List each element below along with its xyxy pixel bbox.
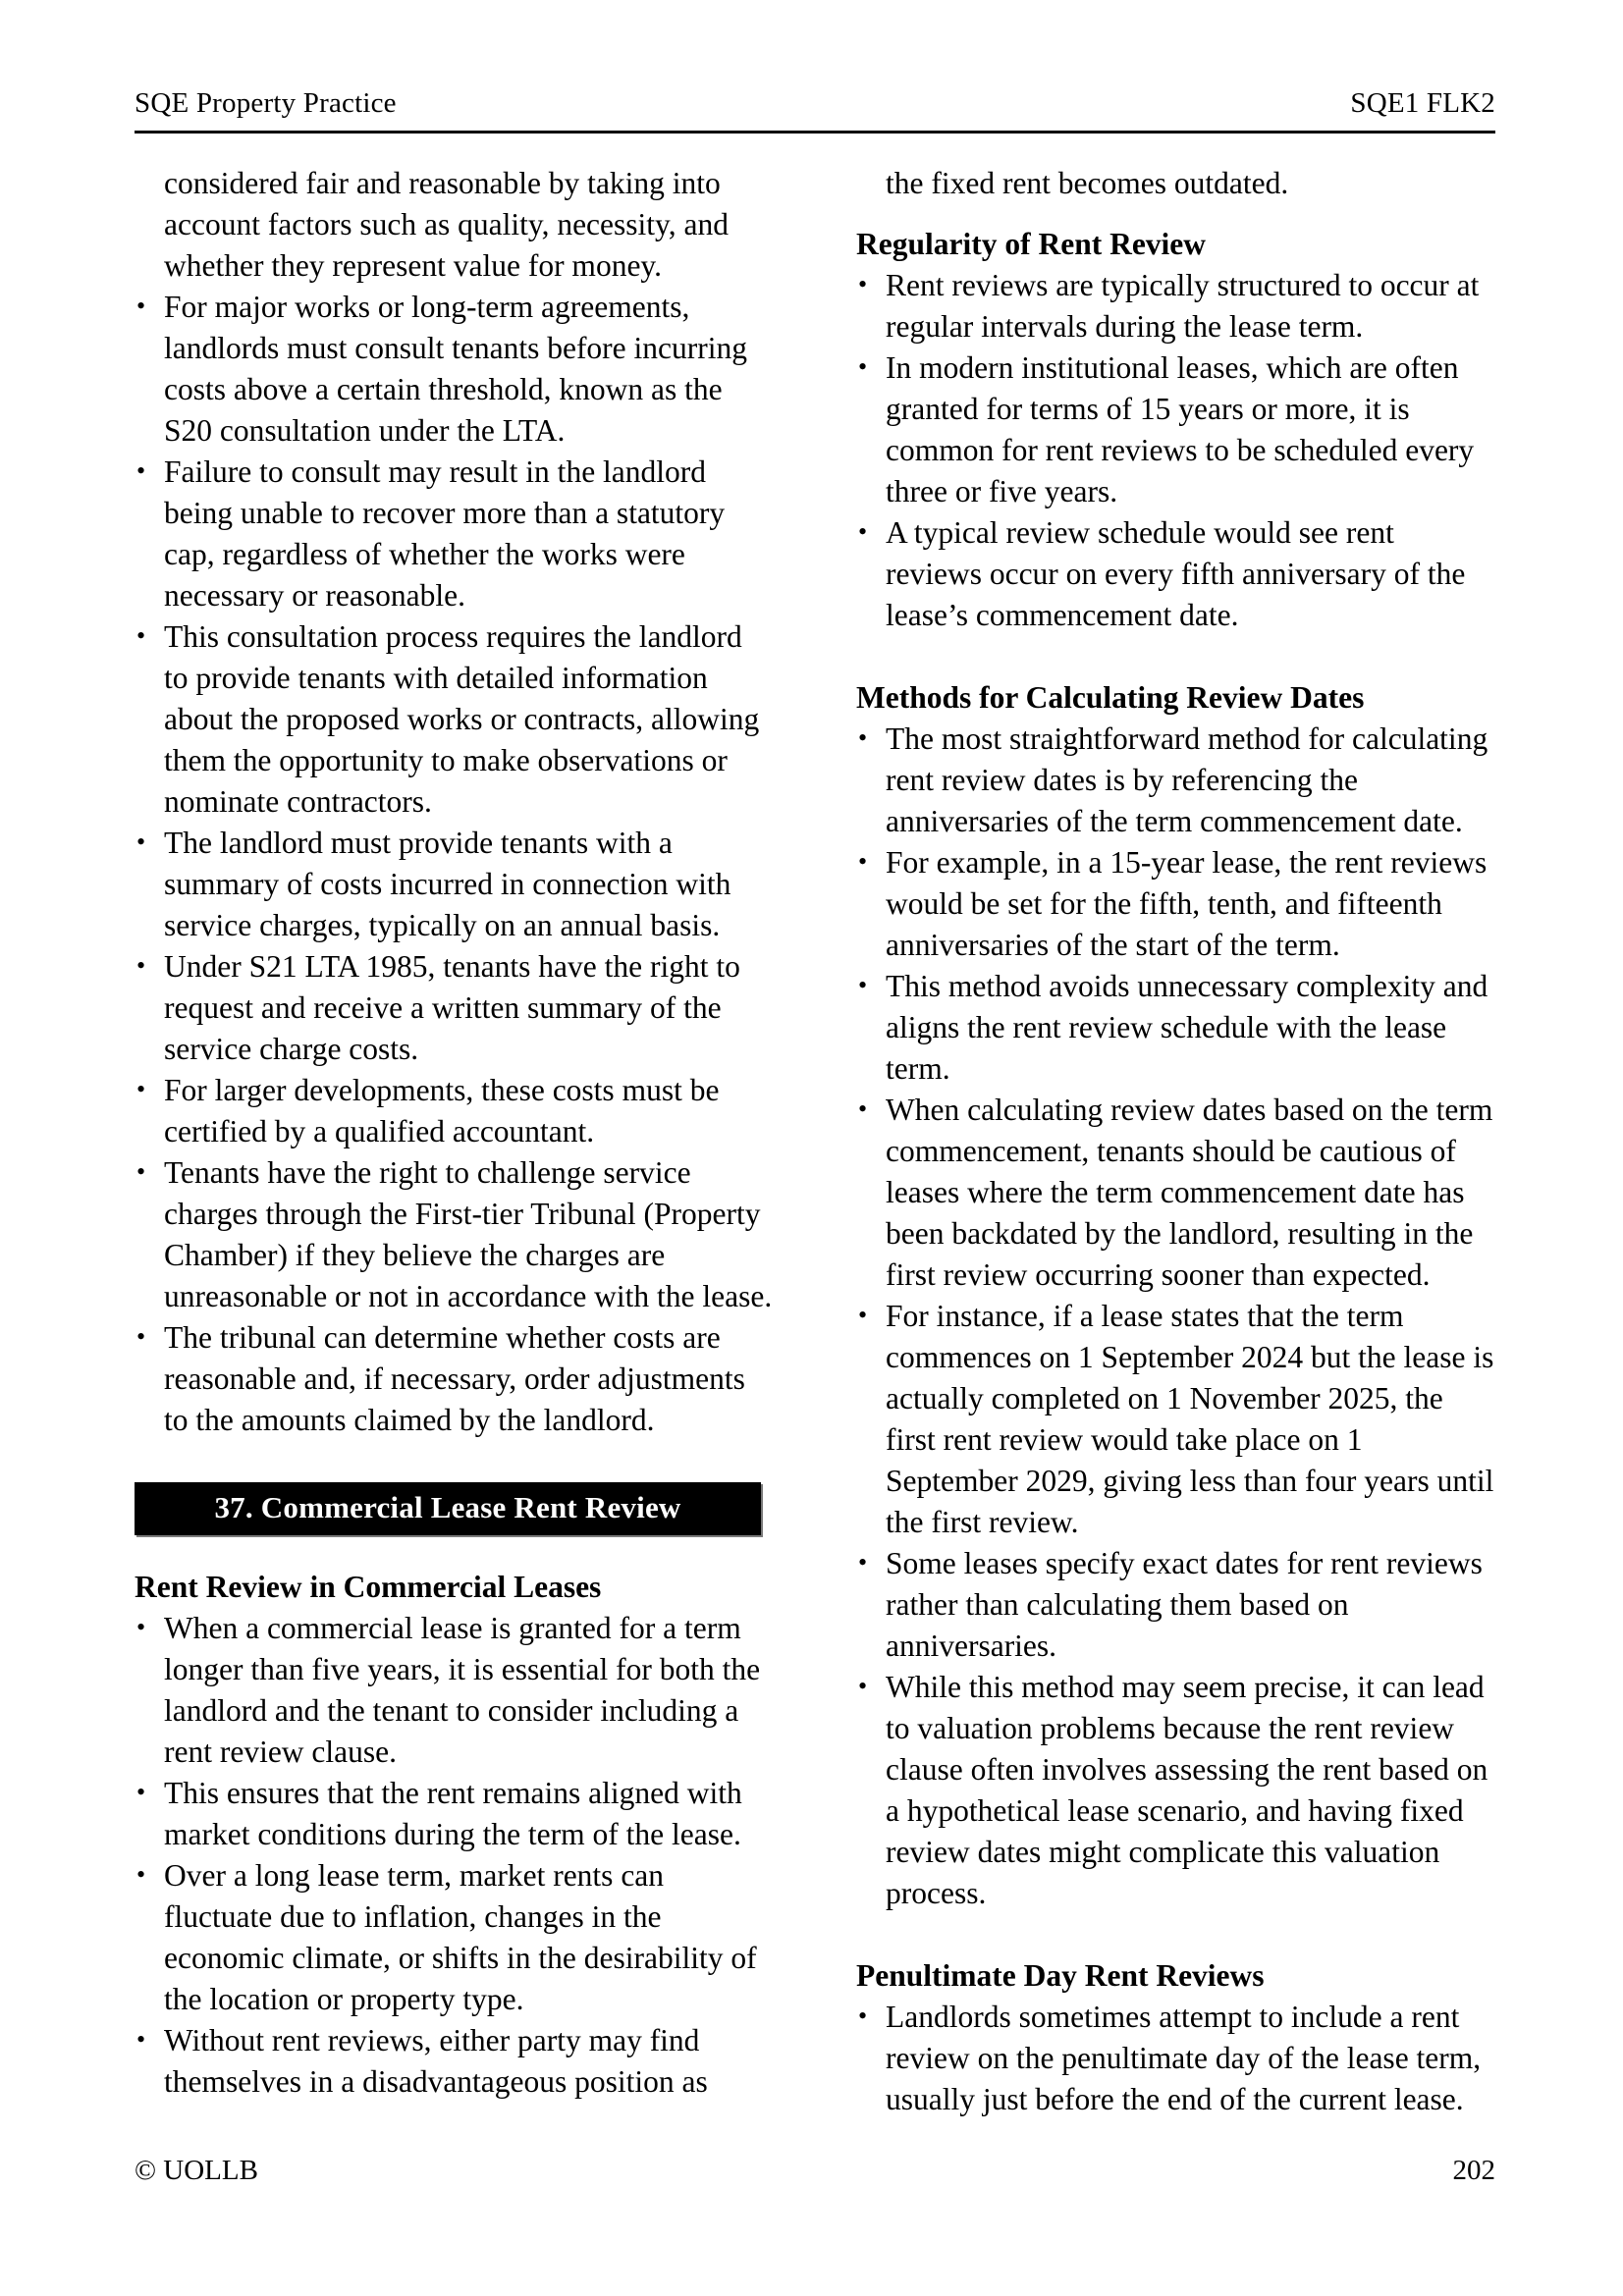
list-item: • For example, in a 15-year lease, the rent reviews would be set for the fifth, tenth, and fifteenth anniversaries of the start of the term. <box>856 842 1495 966</box>
spacer <box>856 1914 1495 1955</box>
subheading-rent-review-in-commercial-leases: Rent Review in Commercial Leases <box>135 1569 602 1604</box>
list-item: • Landlords sometimes attempt to include a rent review on the penultimate day of the lease term, usually just before the end of the current lease. <box>856 1997 1495 2120</box>
spacer <box>856 636 1495 677</box>
list-item: • For instance, if a lease states that the term commences on 1 September 2024 but the lease is actually completed on 1 November 2025, the first rent review would take place on 1 September 2029, giving less than four years until the first review. <box>856 1296 1495 1543</box>
list-item: • The tribunal can determine whether costs are reasonable and, if necessary, order adjustments to the amounts claimed by the landlord. <box>135 1317 774 1441</box>
methods-bullet-list <box>856 719 1495 1914</box>
list-item: • Rent reviews are typically structured to occur at regular intervals during the lease term. <box>856 265 1495 347</box>
regularity-bullet-list <box>856 265 1495 636</box>
left-bullet-list-bottom <box>135 1608 774 2103</box>
header-left-title: SQE Property Practice <box>135 87 397 119</box>
list-item: • For larger developments, these costs must be certified by a qualified accountant. <box>135 1070 774 1152</box>
page-footer <box>135 2155 1495 2187</box>
body-columns <box>135 163 1495 2120</box>
penultimate-bullet-list <box>856 1997 1495 2120</box>
copyright-notice: © UOLLB <box>135 2155 258 2186</box>
list-item: • In modern institutional leases, which are often granted for terms of 15 years or more, it is common for rent reviews to be scheduled every three or five years. <box>856 347 1495 512</box>
section-banner: 37. Commercial Lease Rent Review <box>135 1482 761 1535</box>
list-item: • This consultation process requires the landlord to provide tenants with detailed information about the proposed works or contracts, allowing them the opportunity to make observations or nominate contractors. <box>135 616 774 823</box>
list-item: • When calculating review dates based on the term commencement, tenants should be cautious of leases where the term commencement date has been backdated by the landlord, resulting in the first review occurring sooner than expected. <box>856 1090 1495 1296</box>
list-item: • Some leases specify exact dates for rent reviews rather than calculating them based on anniversaries. <box>856 1543 1495 1667</box>
left-bullet-list-top <box>135 287 774 1441</box>
running-header <box>135 86 1495 121</box>
left-continued-paragraph: considered fair and reasonable by taking into account factors such as quality, necessity, and whether they represent value for money. <box>164 166 729 283</box>
left-column <box>135 163 774 2120</box>
list-item: • When a commercial lease is granted for a term longer than five years, it is essential for both the landlord and the tenant to consider including a rent review clause. <box>135 1608 774 1773</box>
list-item: • The landlord must provide tenants with a summary of costs incurred in connection with service charges, typically on an annual basis. <box>135 823 774 946</box>
list-item: • Without rent reviews, either party may find themselves in a disadvantageous position as <box>135 2020 774 2103</box>
spacer <box>135 1441 774 1482</box>
list-item: • The most straightforward method for calculating rent review dates is by referencing the anniversaries of the term commencement date. <box>856 719 1495 842</box>
list-item: • Failure to consult may result in the landlord being unable to recover more than a statutory cap, regardless of whether the works were necessary or reasonable. <box>135 452 774 616</box>
list-item: • A typical review schedule would see rent reviews occur on every fifth anniversary of the lease’s commencement date. <box>856 512 1495 636</box>
list-item: • Tenants have the right to challenge service charges through the First-tier Tribunal (Property Chamber) if they believe the charges are unreasonable or not in accordance with the lease. <box>135 1152 774 1317</box>
list-item: • Over a long lease term, market rents can fluctuate due to inflation, changes in the economic climate, or shifts in the desirability of the location or property type. <box>135 1855 774 2020</box>
list-item: • This method avoids unnecessary complexity and aligns the rent review schedule with the lease term. <box>856 966 1495 1090</box>
right-continued-paragraph: the fixed rent becomes outdated. <box>886 166 1289 200</box>
list-item: • For major works or long-term agreements, landlords must consult tenants before incurring costs above a certain threshold, known as the S20 consultation under the LTA. <box>135 287 774 452</box>
subheading-methods-for-calculating-review-dates: Methods for Calculating Review Dates <box>856 680 1365 715</box>
list-item: • Under S21 LTA 1985, tenants have the right to request and receive a written summary of the service charge costs. <box>135 946 774 1070</box>
list-item: • While this method may seem precise, it can lead to valuation problems because the rent review clause often involves assessing the rent based on a hypothetical lease scenario, and having fixed review dates might complicate this valuation process. <box>856 1667 1495 1914</box>
spacer <box>856 204 1495 224</box>
header-right-title: SQE1 FLK2 <box>1350 87 1495 119</box>
list-item: • This ensures that the rent remains aligned with market conditions during the term of the lease. <box>135 1773 774 1855</box>
subheading-regularity-of-rent-review: Regularity of Rent Review <box>856 227 1207 261</box>
spacer <box>135 1535 774 1567</box>
right-column <box>856 163 1495 2120</box>
subheading-penultimate-day-rent-reviews: Penultimate Day Rent Reviews <box>856 1958 1265 1993</box>
page-number: 202 <box>1452 2155 1495 2186</box>
header-rule <box>135 131 1495 133</box>
